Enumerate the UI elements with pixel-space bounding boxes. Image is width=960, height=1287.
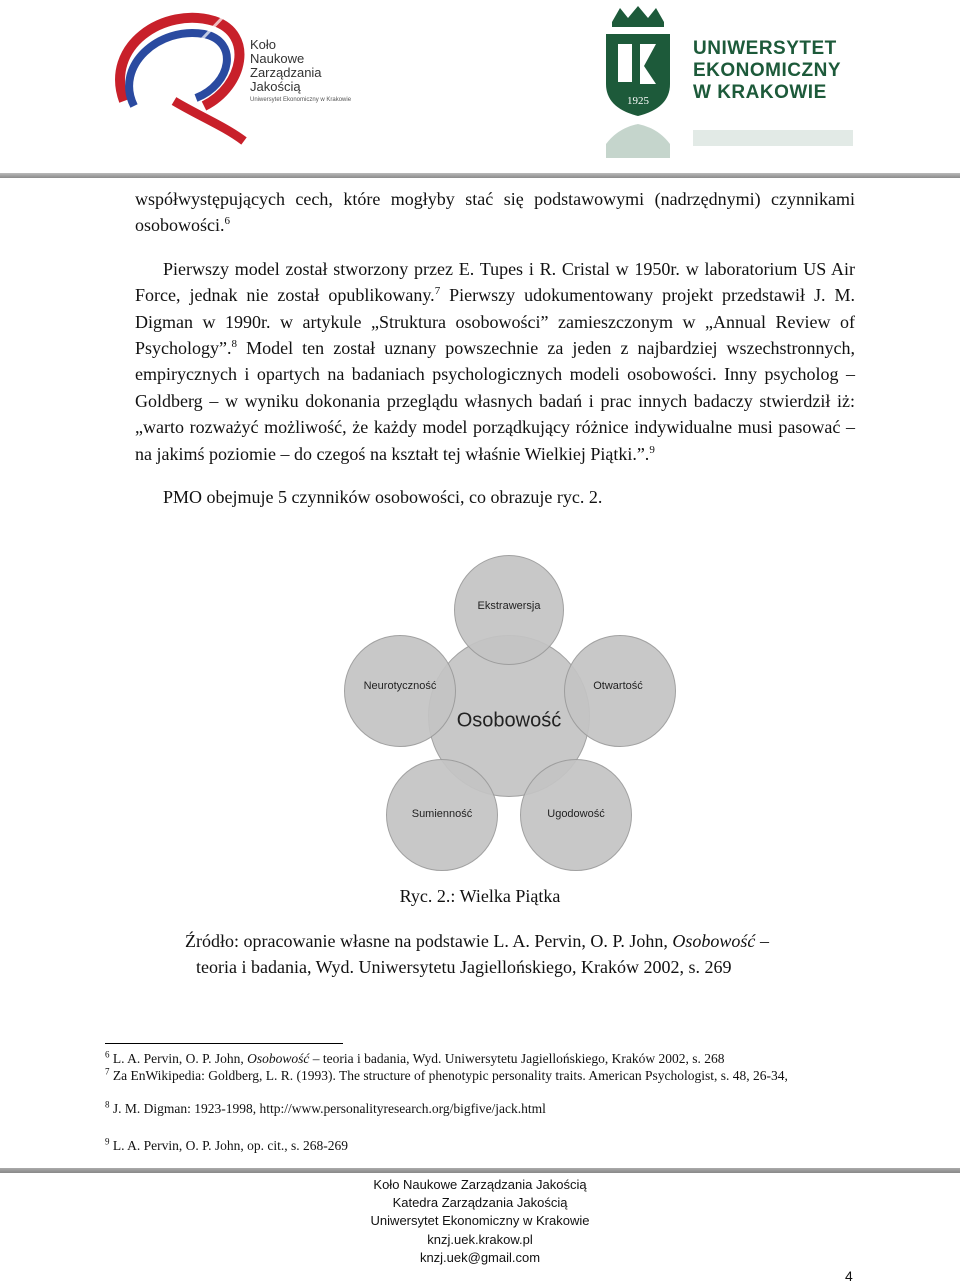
footnote-7: [105, 1068, 855, 1084]
footnote-6-text-end: – teoria i badania, Wyd. Uniwersytetu Jagiellońskiego, Kraków 2002, s. 268: [309, 1051, 725, 1066]
label-osobowosc: Osobowość: [456, 709, 562, 732]
footnote-9: [105, 1138, 855, 1154]
footer-divider: [0, 1168, 960, 1173]
header-divider: [0, 173, 960, 178]
footnote-ref-9[interactable]: 9: [649, 443, 655, 456]
footnote-8-number: 8: [105, 1099, 110, 1110]
uek-line-2: EKONOMICZNY: [693, 60, 841, 81]
paragraph-1: [135, 186, 855, 239]
knzj-logo-text: [250, 38, 351, 104]
label-otwartosc: Otwartość: [593, 680, 643, 692]
paragraph-2-text-a: Pierwszy model został stworzony przez E. Tupes i R. Cristal w 1950r. w laboratorium US Air Force, jednak nie został opublikowany.: [135, 258, 855, 306]
paragraph-2-text-b: Pierwszy udokumentowany projekt przedstawił J. M. Digman w 1990r. w artykule „Struktura osobowości” zamieszczonym w „Annual Review of Psychology”.: [135, 285, 855, 359]
label-ugodowosc: Ugodowość: [547, 808, 605, 820]
footer-website[interactable]: knzj.uek.krakow.pl: [427, 1231, 533, 1247]
footnote-ref-7[interactable]: 7: [434, 285, 441, 298]
uek-line-3: W KRAKOWIE: [693, 82, 827, 103]
source-suffix: –: [755, 931, 769, 951]
paragraph-2-text-c: Model ten został uznany powszechnie za jeden z najbardziej wszechstronnych, empirycznych i opartych na badaniach psychologicznych modeli osobowości. Inny psycholog – Goldberg – w wyniku dokonania przeglądu własnych badań i prac innych badaczy stwierdził iż: „warto rozważyć możliwość, że każdy model porządkujący różnice indywidualne musi pasować – na jakimś poziomie – do czegoś na kształt tej właśnie Wielkiej Piątki.”.: [135, 338, 855, 464]
figure-caption: Ryc. 2.: Wielka Piątka: [399, 886, 561, 906]
footer-email[interactable]: knzj.uek@gmail.com: [419, 1249, 541, 1265]
page-header: [0, 0, 960, 180]
footnote-6-number: 6: [105, 1049, 110, 1060]
footnote-ref-6[interactable]: 6: [224, 215, 230, 228]
footnote-6-italic: Osobowość: [247, 1051, 310, 1066]
label-sumiennosc: Sumienność: [411, 808, 473, 820]
label-neurotycznosc: Neurotyczność: [363, 680, 437, 692]
uek-crest-logo: [598, 4, 678, 120]
label-ekstrawersja: Ekstrawersja: [477, 600, 541, 612]
uek-logo-text: [693, 38, 841, 104]
figure-source: [185, 928, 865, 980]
footer-line-1: Koło Naukowe Zarządzania Jakością: [373, 1177, 587, 1192]
big-five-diagram: [340, 555, 680, 875]
source-line-1: [185, 928, 865, 954]
uek-line-1: UNIWERSYTET: [693, 38, 837, 59]
source-line-2: teoria i badania, Wyd. Uniwersytetu Jagiellońskiego, Kraków 2002, s. 269: [196, 957, 732, 977]
paragraph-2: [135, 256, 855, 467]
body-paragraphs: [135, 186, 855, 510]
footer-line-3: Uniwersytet Ekonomiczny w Krakowie: [370, 1213, 590, 1229]
uek-logo-reflection: [598, 118, 858, 158]
footnote-6: [105, 1051, 855, 1067]
knzj-line-3: Zarządzania: [250, 65, 322, 80]
source-prefix: Źródło: opracowanie własne na podstawie L. A. Pervin, O. P. John,: [185, 931, 673, 951]
footnote-7-number: 7: [105, 1066, 110, 1077]
paragraph-3: PMO obejmuje 5 czynników osobowości, co obrazuje ryc. 2.: [163, 487, 603, 508]
knzj-line-1: Koło: [250, 37, 277, 52]
footnote-9-number: 9: [105, 1136, 110, 1147]
knzj-line-2: Naukowe: [250, 51, 305, 66]
footnote-6-text: L. A. Pervin, O. P. John,: [109, 1051, 248, 1066]
knzj-subline: Uniwersytet Ekonomiczny w Krakowie: [250, 97, 352, 103]
page-number: 4: [845, 1268, 853, 1284]
footnote-9-text: L. A. Pervin, O. P. John, op. cit., s. 268-269: [109, 1138, 349, 1153]
uek-year: 1925: [627, 95, 649, 107]
footnote-ref-8[interactable]: 8: [231, 338, 237, 351]
footer-line-2: Katedra Zarządzania Jakością: [392, 1195, 568, 1211]
footnote-8-text[interactable]: J. M. Digman: 1923-1998, http://www.personalityresearch.org/bigfive/jack.html: [109, 1101, 546, 1116]
knzj-line-4: Jakością: [250, 79, 301, 94]
footnote-divider: [105, 1043, 343, 1044]
source-title: Osobowość: [672, 931, 756, 951]
footnote-8: [105, 1101, 855, 1117]
paragraph-1-text: współwystępujących cech, które mogłyby stać się podstawowymi (nadrzędnymi) czynnikami osobowości.: [135, 189, 855, 236]
page-footer: [0, 1176, 960, 1267]
footnote-7-text: Za EnWikipedia: Goldberg, L. R. (1993). The structure of phenotypic personality traits. American Psychologist, s. 48, 26-34,: [109, 1068, 788, 1083]
